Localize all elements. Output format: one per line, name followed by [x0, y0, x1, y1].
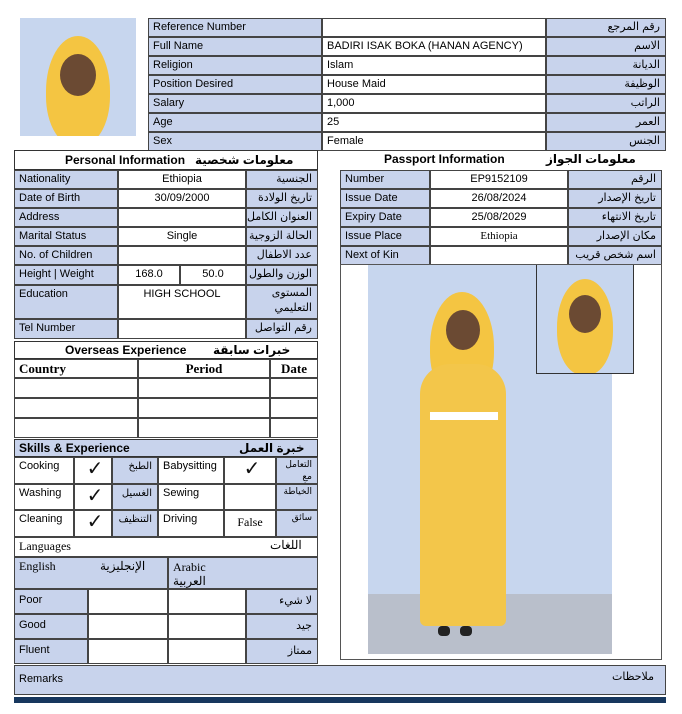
passport-value: EP9152109: [430, 170, 568, 189]
overseas-cell: [270, 378, 318, 398]
remarks-ar: ملاحظات: [612, 671, 654, 683]
overseas-cell: [138, 418, 270, 438]
passport-label: Issue Date: [340, 189, 430, 208]
education-ar: المستوى التعليمي: [246, 285, 318, 319]
passport-label: Next of Kin: [340, 246, 430, 265]
top-value: 25: [322, 113, 546, 132]
skills-title-en: Skills & Experience: [19, 441, 130, 455]
overseas-title-ar: خبرات سابقة: [213, 343, 291, 357]
skill-label: Sewing: [158, 484, 224, 510]
language-level-cell: [168, 614, 246, 639]
top-label: Salary: [148, 94, 322, 113]
passport-title-en: Passport Information: [384, 152, 505, 166]
skill-check: ✓: [74, 510, 112, 537]
arabic-label: [168, 557, 318, 589]
overseas-cell: [138, 378, 270, 398]
top-label: Reference Number: [148, 18, 322, 37]
personal-info-header: [14, 150, 318, 170]
personal-value: [118, 208, 246, 227]
tel-value: [118, 319, 246, 339]
skill-label: Driving: [158, 510, 224, 537]
skills-title-ar: خبرة العمل: [239, 441, 305, 455]
overseas-cell: [14, 398, 138, 418]
personal-label: Date of Birth: [14, 189, 118, 208]
education-label: Education: [14, 285, 118, 319]
language-level-cell: [88, 589, 168, 614]
remarks-label: Remarks: [14, 665, 666, 695]
height-weight-label: Height | Weight: [14, 265, 118, 285]
skills-header: [14, 439, 318, 457]
language-level-label: Good: [14, 614, 88, 639]
passport-label: Issue Place: [340, 227, 430, 246]
footer-bar: [14, 697, 666, 703]
photo-frame: [340, 264, 662, 660]
skill-ar-label: سائق: [276, 510, 318, 537]
passport-label: Expiry Date: [340, 208, 430, 227]
height-value: 168.0: [118, 265, 180, 285]
personal-ar-label: عدد الاطفال: [246, 246, 318, 265]
language-level-cell: [88, 614, 168, 639]
tel-ar: رقم التواصل: [246, 319, 318, 339]
personal-ar-label: الجنسية: [246, 170, 318, 189]
skill-check: ✓: [74, 484, 112, 510]
english-ar: الإنجليزية: [100, 559, 146, 573]
passport-value: Ethiopia: [430, 227, 568, 246]
passport-value: 25/08/2029: [430, 208, 568, 227]
personal-title-ar: معلومات شخصية: [195, 153, 294, 167]
personal-label: Address: [14, 208, 118, 227]
passport-ar-label: تاريخ الانتهاء: [568, 208, 662, 227]
language-level-ar: ممتاز: [246, 639, 318, 664]
top-label: Position Desired: [148, 75, 322, 94]
language-level-ar: لا شيء: [246, 589, 318, 614]
overseas-col-header: Country: [14, 359, 138, 378]
height-weight-ar: الوزن والطول: [246, 265, 318, 285]
portrait-photo: [20, 18, 136, 136]
passport-ar-label: اسم شخص قريب: [568, 246, 662, 265]
arabic-en: Arabic: [173, 560, 206, 574]
skill-check: [224, 484, 276, 510]
languages-title-en: Languages: [14, 537, 318, 557]
english-label: English: [14, 557, 168, 589]
top-ar-label: الديانة: [546, 56, 666, 75]
personal-label: Marital Status: [14, 227, 118, 246]
top-value: [322, 18, 546, 37]
skill-label: Babysitting: [158, 457, 224, 484]
personal-value: [118, 246, 246, 265]
top-value: Islam: [322, 56, 546, 75]
top-ar-label: العمر: [546, 113, 666, 132]
overseas-col-header: Period: [138, 359, 270, 378]
personal-ar-label: الحالة الزوجية: [246, 227, 318, 246]
top-value: 1,000: [322, 94, 546, 113]
skill-label: Washing: [14, 484, 74, 510]
language-level-cell: [88, 639, 168, 664]
overseas-header: [14, 341, 318, 359]
passport-ar-label: تاريخ الإصدار: [568, 189, 662, 208]
skill-check: ✓: [224, 457, 276, 484]
top-label: Age: [148, 113, 322, 132]
skill-check: ✓: [74, 457, 112, 484]
passport-value: 26/08/2024: [430, 189, 568, 208]
overseas-cell: [270, 418, 318, 438]
personal-ar-label: العنوان الكامل: [246, 208, 318, 227]
top-label: Full Name: [148, 37, 322, 56]
top-value: Female: [322, 132, 546, 151]
top-ar-label: الوظيفة: [546, 75, 666, 94]
weight-value: 50.0: [180, 265, 246, 285]
language-level-label: Fluent: [14, 639, 88, 664]
top-ar-label: الاسم: [546, 37, 666, 56]
skill-ar-label: التعامل مع: [276, 457, 318, 484]
overseas-cell: [270, 398, 318, 418]
tel-label: Tel Number: [14, 319, 118, 339]
overseas-cell: [14, 418, 138, 438]
skill-label: Cleaning: [14, 510, 74, 537]
top-label: Sex: [148, 132, 322, 151]
skill-ar-label: الغسيل: [112, 484, 158, 510]
language-level-ar: جيد: [246, 614, 318, 639]
passport-ar-label: الرقم: [568, 170, 662, 189]
passport-value: [430, 246, 568, 265]
education-value: HIGH SCHOOL: [118, 285, 246, 319]
skill-label: Cooking: [14, 457, 74, 484]
skill-check: False: [224, 510, 276, 537]
overseas-cell: [14, 378, 138, 398]
personal-value: Single: [118, 227, 246, 246]
languages-title-ar: اللغات: [270, 538, 302, 552]
personal-value: Ethiopia: [118, 170, 246, 189]
passport-info-header: [340, 150, 662, 170]
top-ar-label: الجنس: [546, 132, 666, 151]
overseas-title-en: Overseas Experience: [65, 343, 187, 357]
overseas-col-header: Date: [270, 359, 318, 378]
top-ar-label: الراتب: [546, 94, 666, 113]
personal-ar-label: تاريخ الولادة: [246, 189, 318, 208]
language-level-cell: [168, 589, 246, 614]
personal-value: 30/09/2000: [118, 189, 246, 208]
language-level-label: Poor: [14, 589, 88, 614]
top-ar-label: رقم المرجع: [546, 18, 666, 37]
skill-ar-label: الخياطة: [276, 484, 318, 510]
overseas-cell: [138, 398, 270, 418]
arabic-ar: العربية: [173, 574, 206, 588]
skill-ar-label: الطبخ: [112, 457, 158, 484]
language-level-cell: [168, 639, 246, 664]
passport-title-ar: معلومات الجواز: [546, 152, 636, 166]
top-label: Religion: [148, 56, 322, 75]
top-value: House Maid: [322, 75, 546, 94]
personal-label: No. of Children: [14, 246, 118, 265]
passport-ar-label: مكان الإصدار: [568, 227, 662, 246]
skill-ar-label: التنظيف: [112, 510, 158, 537]
top-value: BADIRI ISAK BOKA (HANAN AGENCY): [322, 37, 546, 56]
personal-label: Nationality: [14, 170, 118, 189]
personal-title-en: Personal Information: [65, 153, 186, 167]
passport-label: Number: [340, 170, 430, 189]
